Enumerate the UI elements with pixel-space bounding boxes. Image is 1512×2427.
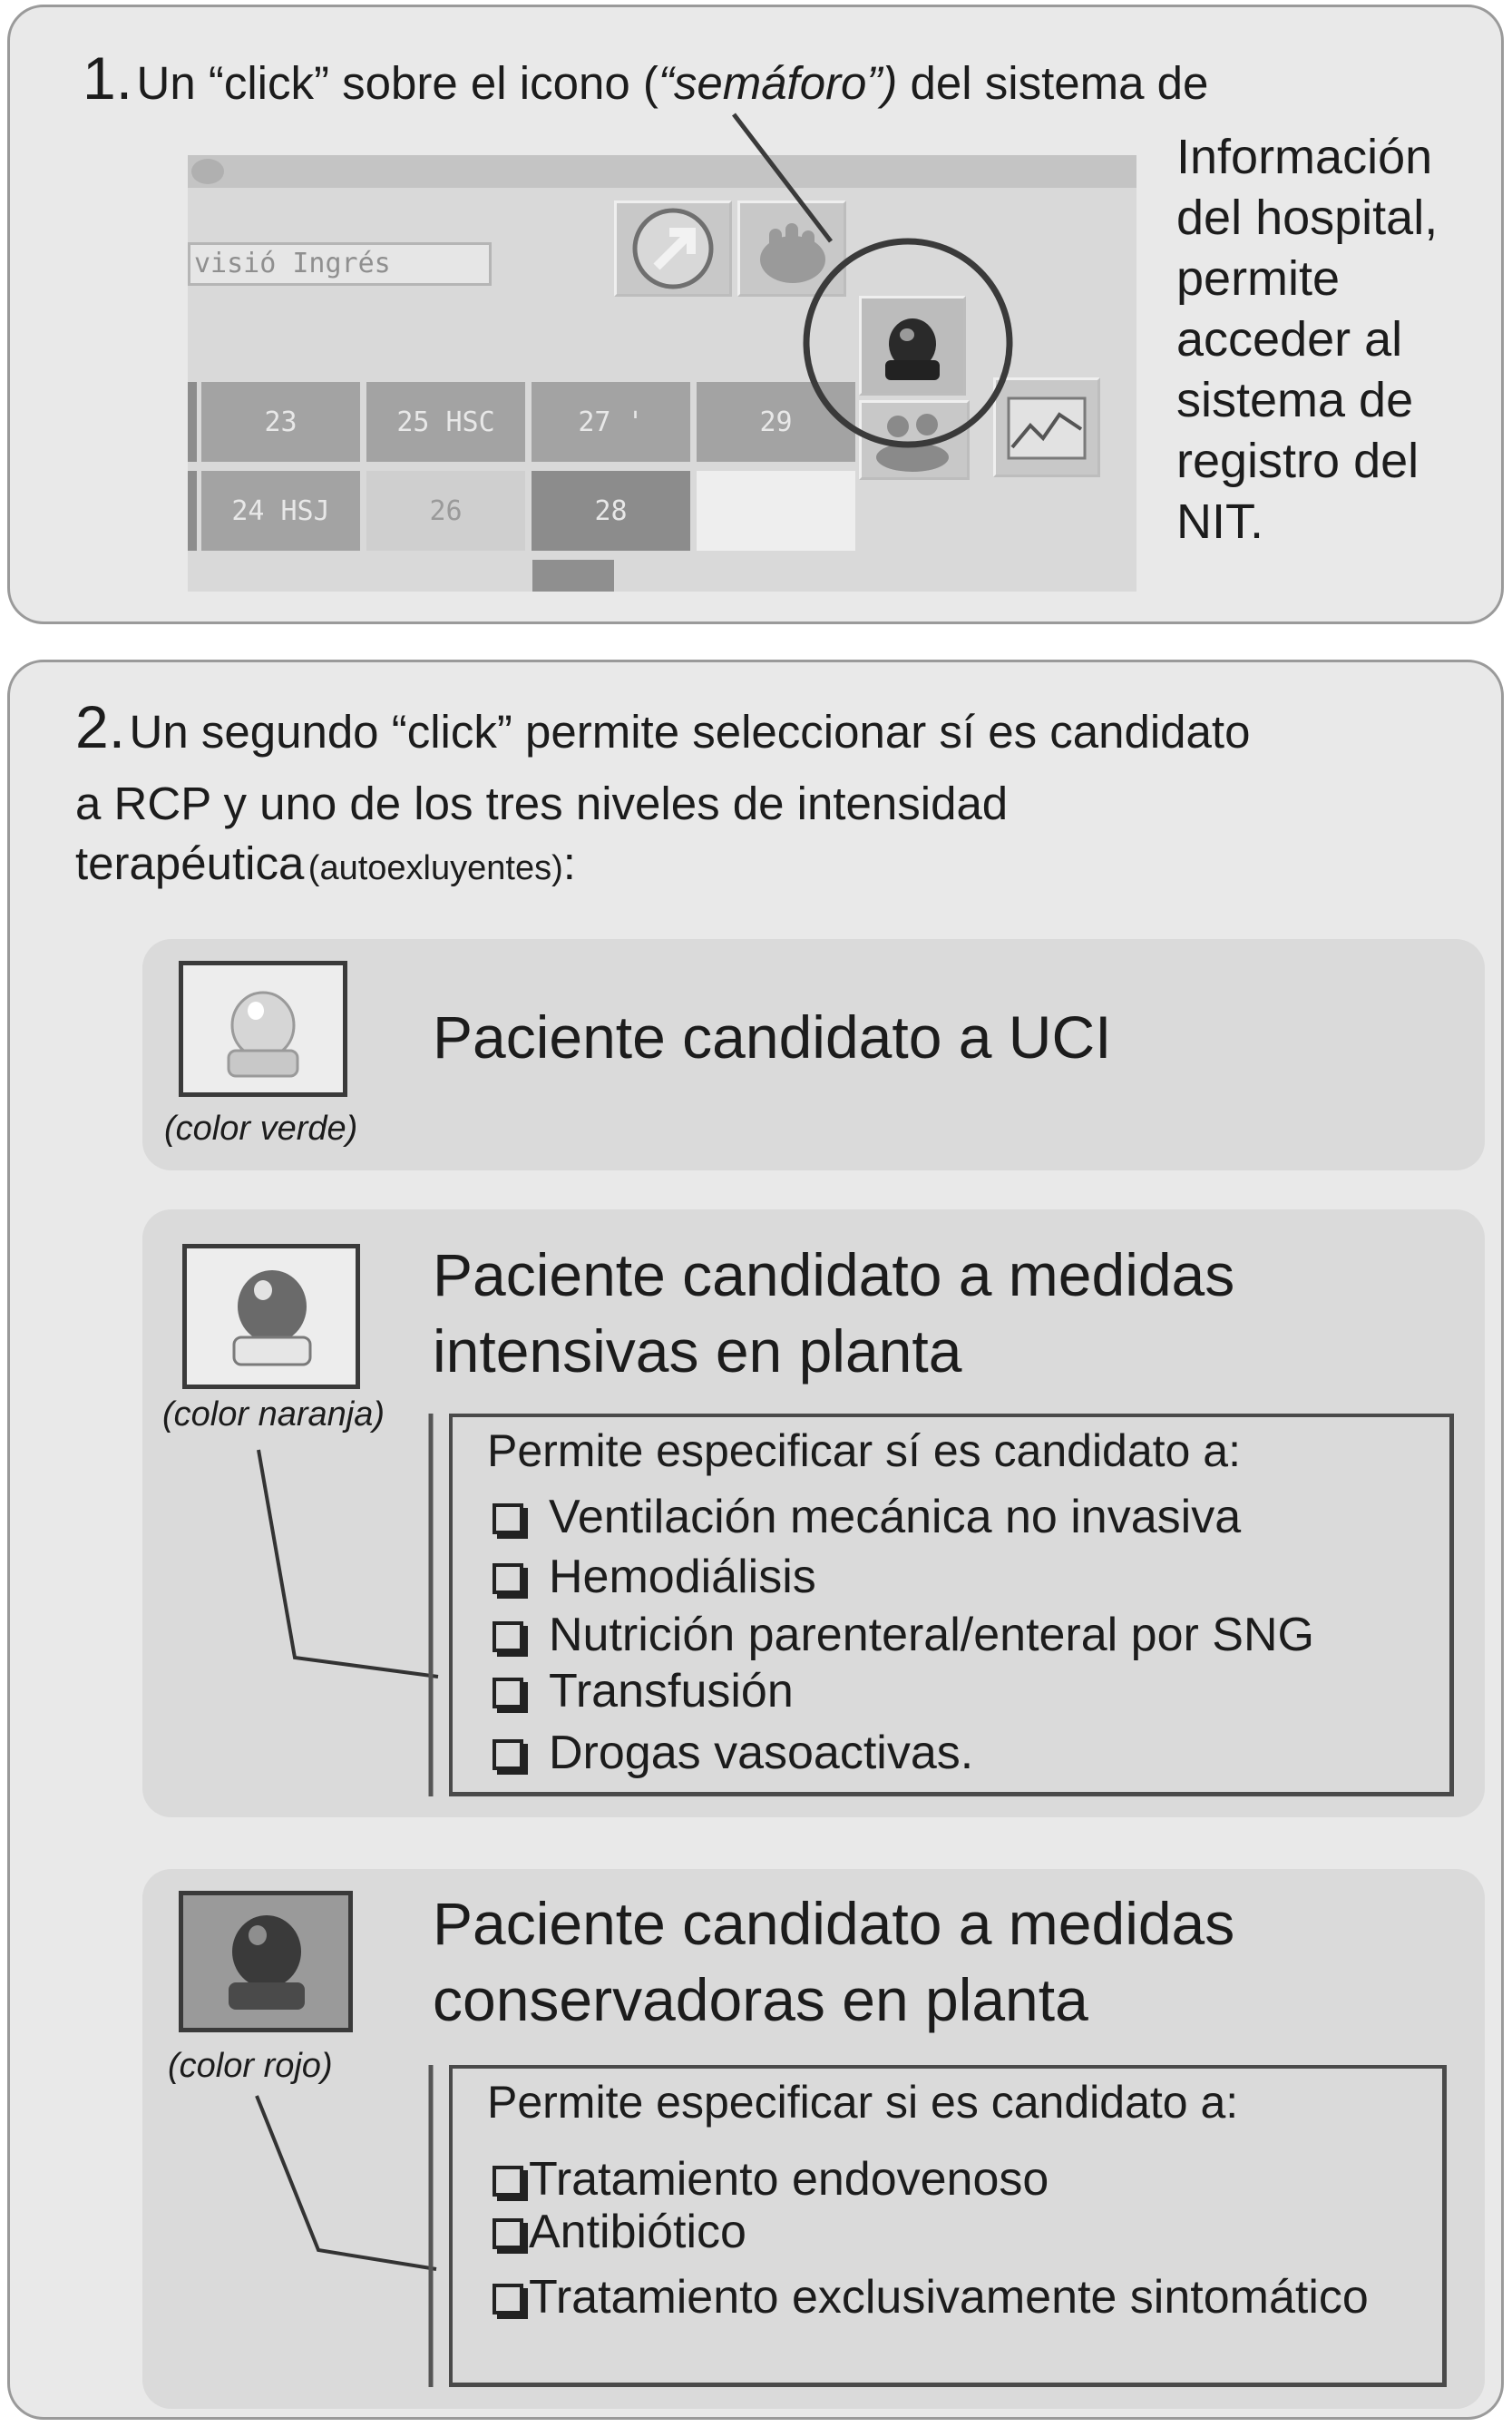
step1-number: 1.	[83, 44, 133, 112]
bed-cell[interactable]: 24 HSJ	[201, 471, 360, 551]
semaforo-green[interactable]	[179, 961, 347, 1097]
color-label-naranja: (color naranja)	[162, 1395, 385, 1434]
side-line: sistema de	[1176, 373, 1414, 427]
callout-overlay	[10, 7, 1507, 627]
bed-cell[interactable]: 26	[366, 471, 525, 551]
step2-line2: a RCP y uno de los tres niveles de intensidad	[75, 778, 1009, 829]
option-hemodialisis[interactable]: Hemodiálisis	[493, 1550, 816, 1604]
callout-line	[734, 114, 831, 241]
options-box-conservadoras	[449, 2065, 1447, 2387]
bed-cell[interactable]: 27 '	[532, 382, 690, 462]
semaforo-green-icon	[183, 965, 343, 1092]
step2-panel	[7, 660, 1504, 2420]
option-drogas[interactable]: Drogas vasoactivas.	[493, 1726, 973, 1780]
color-label-rojo: (color rojo)	[168, 2047, 333, 2085]
bed-cell[interactable]: 23	[201, 382, 360, 462]
side-line: acceder al	[1176, 312, 1403, 367]
checkbox[interactable]	[493, 2166, 523, 2197]
level-title-uci: Paciente candidato a UCI	[433, 1003, 1112, 1071]
step1-text-italic: “semáforo”)	[658, 57, 898, 109]
side-line: NIT.	[1176, 494, 1264, 549]
bed-cell[interactable]: 28	[532, 471, 690, 551]
step1-text-prefix: Un “click” sobre el icono (	[136, 57, 658, 109]
level-card-intensivas[interactable]	[142, 1209, 1485, 1817]
option-transfusion[interactable]: Transfusión	[493, 1664, 794, 1718]
step2-number: 2.	[75, 693, 126, 760]
step1-text-suffix: del sistema de	[897, 57, 1209, 109]
options-box-intensivas	[449, 1414, 1454, 1796]
connector-line	[142, 1209, 451, 1817]
tab-visio-ingres[interactable]: visió Ingrés	[188, 242, 492, 286]
checkbox[interactable]	[493, 1739, 523, 1770]
side-line: Información	[1176, 130, 1433, 184]
checkbox[interactable]	[493, 1678, 523, 1708]
option-sintomatico[interactable]: Tratamiento exclusivamente sintomático	[493, 2270, 1369, 2324]
level-card-conservadoras[interactable]	[142, 1869, 1485, 2409]
highlight-circle	[806, 241, 1010, 445]
level-title-conservadoras: Paciente candidato a medidas conservadoras en planta	[433, 1890, 1235, 2033]
checkbox[interactable]	[493, 1563, 523, 1594]
step2-line3-small: (autoexluyentes)	[307, 849, 563, 887]
option-antibiotico[interactable]: Antibiótico	[493, 2205, 746, 2259]
side-line: del hospital,	[1176, 191, 1439, 245]
option-endovenoso[interactable]: Tratamiento endovenoso	[493, 2152, 1049, 2207]
checkbox[interactable]	[493, 2218, 523, 2249]
step1-panel	[7, 5, 1504, 624]
options-title: Permite especificar si es candidato a:	[487, 2077, 1239, 2128]
option-nutricion[interactable]: Nutrición parenteral/enteral por SNG	[493, 1608, 1314, 1662]
connector-line	[142, 1869, 451, 2409]
level-title-intensivas: Paciente candidato a medidas intensivas en planta	[433, 1241, 1235, 1385]
side-line: registro del	[1176, 434, 1419, 488]
options-title: Permite especificar sí es candidato a:	[487, 1425, 1241, 1476]
checkbox[interactable]	[493, 1621, 523, 1652]
bed-cell[interactable]: 25 HSC	[366, 382, 525, 462]
side-line: permite	[1176, 251, 1341, 306]
option-vmni[interactable]: Ventilación mecánica no invasiva	[493, 1490, 1241, 1544]
checkbox[interactable]	[493, 2284, 523, 2314]
checkbox[interactable]	[493, 1503, 523, 1534]
step2-heading: 2. Un segundo “click” permite seleccionar sí es candidato a RCP y uno de los tres niveles de intensidad terapéutica (autoexluyentes):	[75, 693, 1251, 889]
step2-line1: Un segundo “click” permite seleccionar sí es candidato	[129, 706, 1251, 758]
bed-cell[interactable]: 29	[697, 382, 855, 462]
level-card-uci[interactable]	[142, 939, 1485, 1170]
color-label-verde: (color verde)	[164, 1110, 358, 1148]
step2-line3: terapéutica	[75, 837, 305, 889]
